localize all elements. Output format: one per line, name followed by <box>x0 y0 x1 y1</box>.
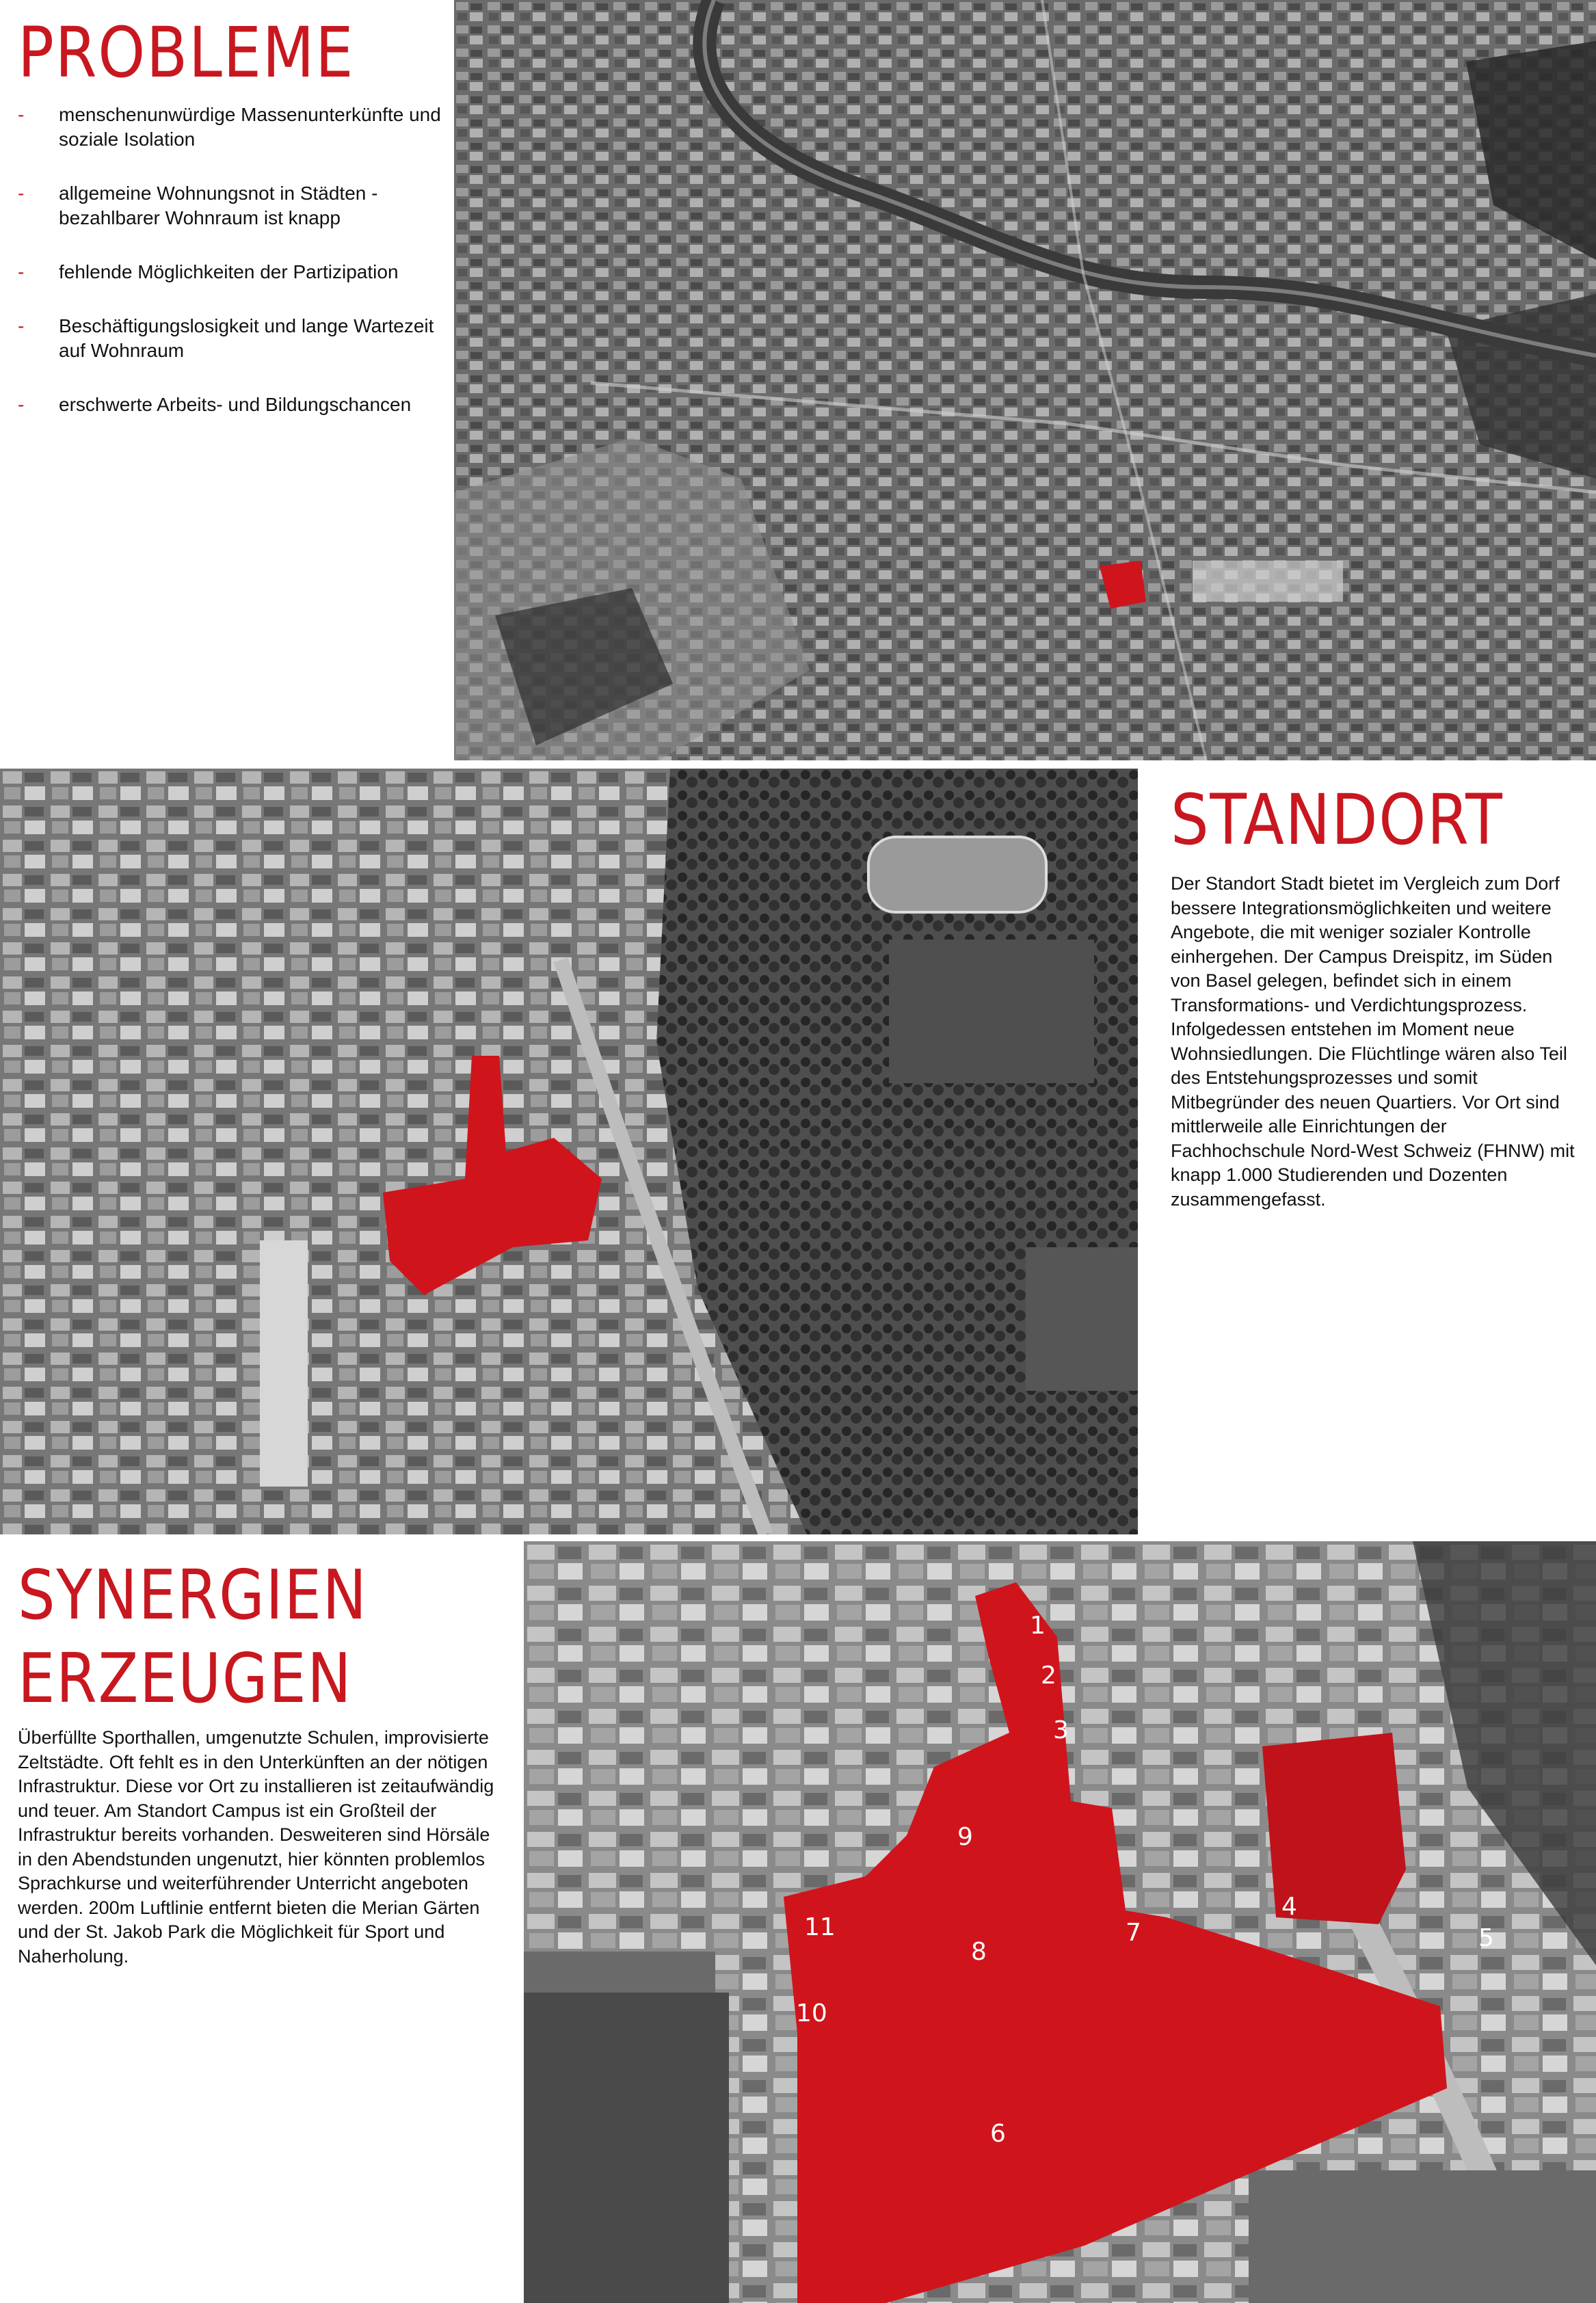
aerial-city-photo <box>454 0 1596 760</box>
list-item: - allgemeine Wohnungsnot in Städten - bezahlbarer Wohnraum ist knapp <box>18 183 378 228</box>
building-label-7: 7 <box>1126 1919 1141 1947</box>
standort-heading: STANDORT <box>1171 780 1504 861</box>
building-label-9: 9 <box>957 1823 973 1851</box>
list-item: - menschenunwürdige Massenunterkünfte und soziale Isolation <box>18 104 441 150</box>
synergien-heading: SYNERGIEN ERZEUGEN <box>18 1555 368 1718</box>
building-label-11: 11 <box>804 1913 836 1941</box>
building-label-2: 2 <box>1041 1662 1056 1690</box>
building-label-1: 1 <box>1030 1612 1046 1640</box>
list-item: - fehlende Möglichkeiten der Partizipation <box>18 261 399 282</box>
building-label-5: 5 <box>1478 1924 1494 1952</box>
aerial-campus-photo <box>524 1541 1596 2303</box>
probleme-heading: PROBLEME <box>18 12 355 94</box>
list-item: - erschwerte Arbeits- und Bildungschancen <box>18 394 412 415</box>
list-item: - Beschäftigungslosigkeit und lange Wartezeit auf Wohnraum <box>18 315 434 361</box>
building-label-3: 3 <box>1053 1716 1069 1744</box>
synergien-text: Überfüllte Sporthallen, umgenutzte Schulen, improvisierte Zeltstädte. Oft fehlt es in den Unterkünften an der nötigen Infrastruktur. Diese vor Ort zu installieren ist zeitaufwändig und teuer. Am Standort Campus ist ein Großteil der Infrastruktur bereits vorhanden. Desweiteren sind Hörsäle in den Abendstunden ungenutzt, hier könnten problemlos Sprachkurse und weiterführender Unterricht angeboten werden. 200m Luftlinie entfernt bieten die Merian Gärten und der St. Jakob Park die Möglichkeit für Sport und Naherholung. <box>18 1727 494 1967</box>
building-label-6: 6 <box>990 2120 1006 2148</box>
building-label-4: 4 <box>1281 1893 1297 1921</box>
problem-list <box>18 103 442 447</box>
building-label-10: 10 <box>796 1999 827 2027</box>
aerial-district-photo <box>0 769 1138 1534</box>
standort-text: Der Standort Stadt bietet im Vergleich zum Dorf bessere Integrationsmöglichkeiten und weitere Angebote, die mit weniger sozialer Kontrolle einhergehen. Der Campus Dreispitz, im Süden von Basel gelegen, befindet sich in einem Transformations- und Verdichtungsprozess. Infolgedessen entstehen im Moment neue Wohnsiedlungen. Die Flüchtlinge wären also Teil des Entstehungsprozesses und somit Mitbegründer des neuen Quartiers. Vor Ort sind mittlerweile alle Einrichtungen der Fachhochschule Nord-West Schweiz (FHNW) mit knapp 1.000 Studierenden und Dozenten zusammengefasst. <box>1171 873 1575 1210</box>
building-label-8: 8 <box>971 1938 987 1966</box>
